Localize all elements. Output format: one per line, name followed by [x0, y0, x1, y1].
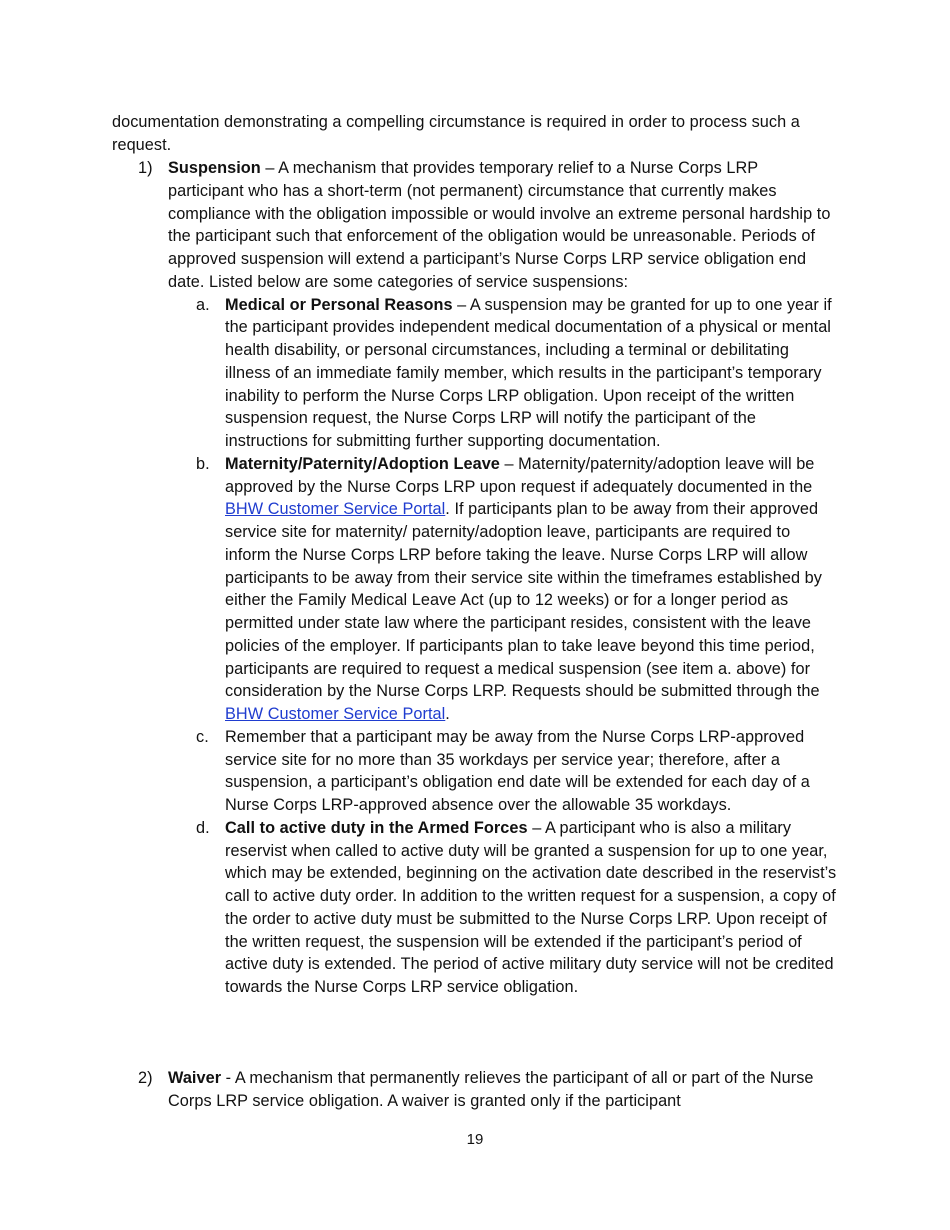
sub-item-title: Call to active duty in the Armed Forces	[225, 818, 528, 837]
bhw-portal-link[interactable]: BHW Customer Service Portal	[225, 705, 446, 723]
sub-item-text: .	[445, 705, 450, 723]
page-number: 19	[466, 1131, 484, 1148]
sub-item-medical	[196, 294, 838, 453]
sub-item-absence	[196, 726, 838, 817]
suspension-categories	[168, 294, 838, 999]
sub-item-letter: d.	[196, 818, 210, 837]
list-item-waiver	[138, 1067, 838, 1113]
list-item-body	[168, 157, 838, 999]
sub-item-text: – Maternity/paternity/adoption leave will be approved by the Nurse Corps LRP upon request if adequately documented in the	[225, 454, 815, 496]
list-item-suspension	[138, 157, 838, 999]
sub-item-text: – A suspension may be granted for up to one year if the participant provides independent medical documentation of a physical or mental health disability, or personal circumstances, including a terminal or debilitating illness of an immediate family member, which results in the participant’s temporary inability to perform the Nurse Corps LRP obligation. Upon receipt of the written suspension request, the Nurse Corps LRP will notify the participant of the instructions for submitting further supporting documentation.	[225, 295, 832, 450]
item-text: - A mechanism that permanently relieves the participant of all or part of the Nurse Corps LRP service obligation. A waiver is granted only if the participant	[168, 1069, 814, 1110]
sub-item-active-duty	[196, 817, 838, 999]
bhw-portal-link[interactable]: BHW Customer Service Portal	[225, 500, 446, 519]
sub-item-letter: b.	[196, 454, 210, 473]
list-number: 1)	[138, 159, 153, 177]
sub-item-letter: c.	[196, 727, 209, 746]
sub-item-text: Remember that a participant may be away from the Nurse Corps LRP-approved service site for no more than 35 workdays per service year; therefore, after a suspension, a participant’s obligation end date will be extended for each day of a Nurse Corps LRP-approved absence over the allowable 35 workdays.	[225, 727, 810, 814]
list-item-body	[168, 1067, 838, 1113]
sub-item-text: . If participants plan to be away from their approved service site for maternity/ paternity/adoption leave, participants are required to inform the Nurse Corps LRP before taking the leave. Nurse Corps LRP will allow participants to be away from their service site within the timeframes established by either the Family Medical Leave Act (up to 12 weeks) or for a longer period as permitted under state law where the participant resides, consistent with the leave policies of the employer. If participants plan to take leave beyond this time period, participants are required to request a medical suspension (see item a. above) for consideration by the Nurse Corps LRP. Requests should be submitted through the	[225, 500, 822, 701]
intro-paragraph: documentation demonstrating a compelling circumstance is required in order to process such a request.	[112, 113, 800, 154]
sub-item-letter: a.	[196, 295, 210, 314]
sub-item-leave	[196, 453, 838, 726]
sub-item-title: Medical or Personal Reasons	[225, 295, 453, 314]
sub-item-text: – A participant who is also a military reservist when called to active duty will be granted a suspension for up to one year, which may be extended, beginning on the activation date described in the reservist’s call to active duty order. In addition to the written request for a suspension, a copy of the order to active duty must be submitted to the Nurse Corps LRP. Upon receipt of the written request, the suspension will be extended if the participant’s period of active duty is extended. The period of active military duty service will not be credited towards the Nurse Corps LRP service obligation.	[225, 818, 837, 996]
item-text: – A mechanism that provides temporary relief to a Nurse Corps LRP participant who has a short-term (not permanent) circumstance that currently makes compliance with the obligation impossible or would involve an extreme personal hardship to the participant such that enforcement of the obligation would be unreasonable. Periods of approved suspension will extend a participant’s Nurse Corps LRP service obligation end date. Listed below are some categories of service suspensions:	[168, 159, 831, 291]
sub-item-title: Maternity/Paternity/Adoption Leave	[225, 454, 500, 473]
item-title: Suspension	[168, 159, 261, 177]
list-number: 2)	[138, 1069, 153, 1087]
item-title: Waiver	[168, 1069, 222, 1087]
